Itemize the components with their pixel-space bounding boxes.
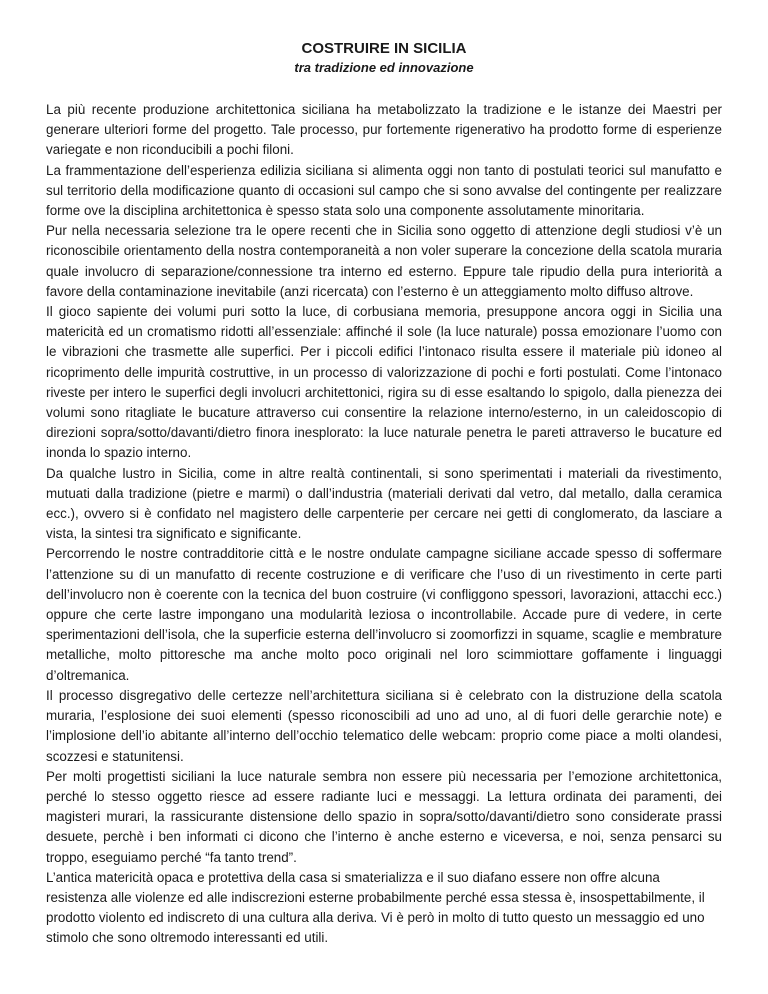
paragraph: L’antica matericità opaca e protettiva della casa si smaterializza e il suo diafano essere non offre alcuna resistenza alle violenze ed alle indiscrezioni esterne probabilmente perché essa stessa è, insospettabilmente, il prodotto violento ed indiscreto di una cultura alla deriva. Vi è però in molto di tutto questo un messaggio ed uno stimolo che sono oltremodo interessanti ed utili. xyxy=(46,869,705,946)
paragraph: Per molti progettisti siciliani la luce naturale sembra non essere più necessaria per l’emozione architettonica, perché lo stesso oggetto riesce ad essere radiante luci e messaggi. La lettura ordinata dei paramenti, dei magisteri murari, la rassicurante distensione dello spazio in sopra/sotto/davanti/dietro sono considerate prassi desuete, perchè i ben informati ci dicono che l’interno è anche esterno e viceversa, e noi, senza pensarci su troppo, eseguiamo perché “fa tanto trend”. xyxy=(46,768,722,865)
paragraph: Percorrendo le nostre contradditorie città e le nostre ondulate campagne siciliane accade spesso di soffermare l’attenzione su di un manufatto di recente costruzione e di verificare che l’uso di un rivestimento in certe parti dell’involucro non è coerente con la tecnica del buon costruire (vi confliggono spessori, lavorazioni, attacchi ecc.) oppure che certe lastre impongano una modularità leziosa o incontrollabile. Accade pure di vedere, in certe sperimentazioni dell’isola, che la superficie esterna dell’involucro si zoomorfizzi in squame, scaglie e membrature metalliche, molto pittoresche ma anche molto poco originali nel loro scimmiottare goffamente i linguaggi d’oltremanica. xyxy=(46,546,722,683)
paragraph: La frammentazione dell’esperienza edilizia siciliana si alimenta oggi non tanto di postulati teorici sul manufatto e sul territorio della modificazione quanto di occasioni sul campo che si sono avvalse del contingente per realizzare forme ove la disciplina architettonica è spesso stata solo una componente assolutamente minoritaria. xyxy=(46,162,722,219)
paragraph: Il processo disgregativo delle certezze nell’architettura siciliana si è celebrato con la distruzione della scatola muraria, l’esplosione dei suoi elementi (spesso riconoscibili ad uno ad uno, al di fuori delle gerarchie note) e l’implosione dell’io abitante all’interno dell’occhio telematico delle webcam: proprio come piace a molti olandesi, scozzesi e statunitensi. xyxy=(46,687,722,764)
paragraph: Il gioco sapiente dei volumi puri sotto la luce, di corbusiana memoria, presuppone ancora oggi in Sicilia una matericità ed un cromatismo ridotti all’essenziale: affinché il sole (la luce naturale) possa emozionare l’uomo con le vibrazioni che trasmette alle superfici. Per i piccoli edifici l’intonaco risulta essere il materiale più idoneo al ricoprimento delle impurità costruttive, in un processo di valorizzazione di pochi e forti postulati. Come l’intonaco riveste per intero le superfici degli involucri architettonici, rigira su di esse esaltando lo spigolo, dalla pienezza dei volumi sono ritagliate le bucature attraverso cui consentire la relazione interno/esterno, in un caleidoscopio di direzioni sopra/sotto/davanti/dietro finora inesplorato: la luce naturale penetra le pareti attraverso le bucature ed inonda lo spazio interno. xyxy=(46,304,722,461)
paragraph: Da qualche lustro in Sicilia, come in altre realtà continentali, si sono sperimentati i materiali da rivestimento, mutuati dalla tradizione (pietre e marmi) o dall’industria (materiali derivati dal vetro, dal metallo, dalla ceramica ecc.), ovvero si è confidato nel magistero delle carpenterie per cercare nei getti di conglomerato, da lasciare a vista, la sintesi tra significato e significante. xyxy=(46,465,722,542)
document-title: COSTRUIRE IN SICILIA xyxy=(301,40,467,57)
document-page xyxy=(46,40,722,949)
document-body xyxy=(46,100,722,949)
paragraph: Pur nella necessaria selezione tra le opere recenti che in Sicilia sono oggetto di attenzione degli studiosi v’è un riconoscibile orientamento della nostra contemporaneità a non voler superare la concezione della scatola muraria quale involucro di separazione/connessione tra interno ed esterno. Eppure tale ripudio della pura interiorità a favore della contaminazione inevitabile (anzi ricercata) con l’esterno è un atteggiamento molto diffuso altrove. xyxy=(46,223,722,299)
document-subtitle: tra tradizione ed innovazione xyxy=(294,60,474,75)
paragraph: La più recente produzione architettonica siciliana ha metabolizzato la tradizione e le istanze dei Maestri per generare ulteriori forme del progetto. Tale processo, pur fortemente rigenerativo ha prodotto forme di esperienze variegate e non riconducibili a pochi filoni. xyxy=(46,102,722,158)
